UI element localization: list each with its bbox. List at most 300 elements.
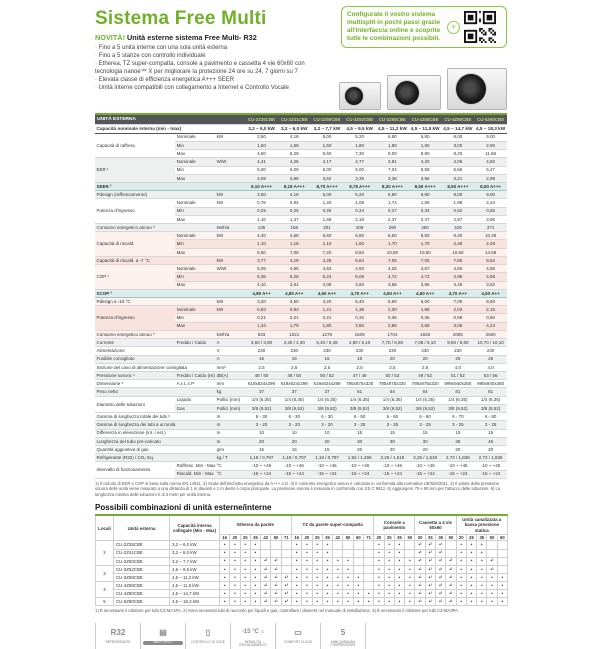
- combo-dot-cell: •: [497, 573, 507, 581]
- combo-dot-cell: •¹: [271, 598, 281, 606]
- spec-value: 10,48: [474, 232, 507, 240]
- combo-capacity: 4,5 – 11,2 kW: [170, 573, 220, 581]
- spec-value: 3 - 25: [343, 421, 376, 429]
- remote-control-icon: ▯: [205, 627, 211, 637]
- spec-value: 15: [245, 445, 278, 453]
- combo-dot-cell: •: [456, 598, 466, 606]
- spec-value: 2,98: [474, 174, 507, 182]
- spec-value: 8,20 A+++: [376, 182, 409, 190]
- spec-value: 5,00: [343, 166, 376, 174]
- combo-dot-cell: •: [343, 557, 353, 565]
- combo-dot-cell: •: [384, 581, 394, 589]
- combo-dot-cell: •: [220, 581, 230, 589]
- combo-dot-cell: [363, 581, 373, 589]
- page-content: [95, 6, 507, 649]
- spec-value: 0,21: [278, 314, 311, 322]
- spec-value: 7,05: [376, 256, 409, 264]
- combo-dot-cell: •¹: [261, 590, 271, 598]
- combo-dot-cell: [363, 549, 373, 557]
- spec-value: 0,32: [343, 314, 376, 322]
- combo-dot-cell: •: [333, 557, 343, 565]
- spec-value: 0,83: [245, 306, 278, 314]
- spec-value: 3,60: [343, 281, 376, 289]
- page-title: Sistema Free Multi: [95, 8, 267, 29]
- combo-dot-cell: •: [374, 541, 384, 549]
- combo-dot-cell: •: [302, 581, 312, 589]
- combo-dot-cell: •: [353, 598, 363, 606]
- combo-dot-cell: •: [487, 598, 497, 606]
- combo-dot-cell: •: [374, 573, 384, 581]
- spec-value: 1/4 (6,35): [409, 396, 442, 404]
- combo-dot-cell: •: [220, 565, 230, 573]
- spec-value: 37: [278, 388, 311, 396]
- spec-value: 4,18: [278, 133, 311, 141]
- spec-value: 1,09: [343, 199, 376, 207]
- combo-dot-cell: •: [292, 598, 302, 606]
- combo-dot-cell: •¹: [436, 573, 446, 581]
- combo-dot-cell: •: [374, 557, 384, 565]
- combo-dot-cell: •: [394, 541, 404, 549]
- combo-dot-cell: •: [405, 573, 415, 581]
- spec-row: [95, 347, 507, 355]
- spec-value: 3 - 25: [474, 421, 507, 429]
- combo-dot-cell: •: [384, 590, 394, 598]
- combo-dot-cell: •: [230, 590, 240, 598]
- combo-dot-cell: [487, 541, 497, 549]
- combo-dot-cell: •: [363, 598, 373, 606]
- combo-size-header: 20: [456, 534, 466, 541]
- spec-row: [95, 388, 507, 396]
- spec-value: 3/8 (9,52): [441, 404, 474, 412]
- spec-row-unit: [215, 240, 245, 248]
- spec-row-unit: A: [215, 355, 245, 363]
- combo-table-grid: [95, 514, 508, 606]
- spec-value: 20: [278, 437, 311, 445]
- combo-dot-cell: [271, 549, 281, 557]
- combo-dot-cell: •: [384, 557, 394, 565]
- spec-value: 2,5: [278, 363, 311, 371]
- spec-value: 10,60: [441, 248, 474, 256]
- spec-value: 2,25 / 1,519: [409, 454, 442, 462]
- spec-value: 37: [311, 388, 344, 396]
- combo-capacity: 4,5 – 9,5 kW: [170, 565, 220, 573]
- capacity-value: 3,2 – 7,7 kW: [311, 125, 344, 133]
- spec-value: 1,50: [311, 141, 344, 149]
- spec-value: 45: [441, 437, 474, 445]
- spec-value: 3,96: [409, 281, 442, 289]
- spec-value: 5,60: [311, 232, 344, 240]
- spec-value: -10 ~ +46: [441, 462, 474, 470]
- combo-dot-cell: [363, 565, 373, 573]
- spec-value: 8,00: [441, 133, 474, 141]
- combo-dot-cell: •: [343, 598, 353, 606]
- combo-row: [96, 573, 508, 581]
- qr-code[interactable]: [464, 11, 496, 43]
- spec-value: 1021: [278, 330, 311, 338]
- combo-title: Possibili combinazioni di unità esterne/interne: [95, 503, 272, 513]
- combo-dot-cell: •: [302, 598, 312, 606]
- spec-value: 6 - 70: [441, 413, 474, 421]
- spec-value: 9,18 A+++: [278, 182, 311, 190]
- spec-value: 230: [474, 347, 507, 355]
- combo-dot-cell: •: [312, 573, 322, 581]
- spec-value: 9,10 A+++: [245, 182, 278, 190]
- spec-row-sub: Raffresc. Min - Max: [176, 463, 216, 469]
- combo-dot-cell: •: [487, 581, 497, 589]
- spec-row-label: Gamma di lunghezza dei tubi a un'unità: [95, 421, 215, 429]
- combo-dot-cell: •¹: [261, 573, 271, 581]
- spec-value: 4,72: [409, 273, 442, 281]
- spec-value: 81: [441, 388, 474, 396]
- spec-value: 2,5: [311, 363, 344, 371]
- spec-value: 15: [376, 429, 409, 437]
- combo-model: CU-2Z35CBE: [114, 541, 170, 549]
- spec-value: 0,36: [409, 314, 442, 322]
- spec-row-label: Pressione sonora ⁴: [95, 371, 175, 379]
- spec-value: 9,50 / 9,50: [441, 339, 474, 347]
- spec-row-unit: kW: [215, 306, 245, 314]
- spec-value: 1/4 (6,35): [343, 396, 376, 404]
- combo-group-header: Unità canalizzata a bassa pressione statica: [456, 515, 507, 534]
- spec-value: 4,96: [441, 273, 474, 281]
- combo-row: [96, 598, 508, 606]
- spec-value: 1704: [376, 330, 409, 338]
- feature-item: · Elevata classe di efficienza energetica A+++ SEER: [95, 77, 333, 85]
- spec-value: 8,00: [441, 191, 474, 199]
- combo-dot-cell: [343, 549, 353, 557]
- spec-value: 3,35: [343, 174, 376, 182]
- spec-value: 16: [245, 355, 278, 363]
- combo-size-header: 60: [353, 534, 363, 541]
- badge-label: REFRIGERANTE: [105, 639, 131, 644]
- spec-value: 3/8 (9,52): [376, 404, 409, 412]
- spec-row-sub: Max: [175, 248, 215, 256]
- combo-dot-cell: •: [384, 541, 394, 549]
- spec-value: 4,80 A++: [245, 289, 278, 297]
- spec-value: 15: [311, 445, 344, 453]
- capacity-value: 4,5 – 14,7 kW: [441, 125, 474, 133]
- combo-dot-cell: •: [333, 581, 343, 589]
- combo-dot-cell: [333, 549, 343, 557]
- spec-value: 4,20: [409, 158, 442, 166]
- spec-value: 4,60: [441, 265, 474, 273]
- combo-dot-cell: •: [363, 590, 373, 598]
- spec-row: [95, 421, 507, 429]
- spec-value: 53 / 56: [474, 371, 507, 379]
- combo-dot-cell: •: [240, 598, 250, 606]
- spec-row-label: Diametro delle tubazioni: [95, 396, 175, 412]
- combo-model: CU-2Z50CBE: [114, 557, 170, 565]
- spec-row-sub: Min: [175, 166, 215, 174]
- spec-value: 1,10: [245, 215, 278, 223]
- spec-value: 5,26: [278, 273, 311, 281]
- spec-value: 64: [409, 388, 442, 396]
- spec-row-sub: Max: [175, 150, 215, 158]
- combo-dot-cell: •: [384, 598, 394, 606]
- combo-dot-cell: •¹: [446, 565, 456, 573]
- spec-value: 0,25: [245, 207, 278, 215]
- spec-value: 6 - 60: [376, 413, 409, 421]
- spec-value: 1,79: [278, 322, 311, 330]
- combo-dot-cell: •¹: [425, 598, 435, 606]
- spec-value: 1,34: [245, 322, 278, 330]
- combo-dot-cell: •: [497, 581, 507, 589]
- spec-value: 15: [441, 429, 474, 437]
- spec-value: 15: [278, 445, 311, 453]
- spec-value: 30: [409, 437, 442, 445]
- spec-value: 4,77: [343, 158, 376, 166]
- combo-dot-cell: •: [220, 541, 230, 549]
- spec-value: 25: [474, 355, 507, 363]
- spec-row-sub: Min: [175, 141, 215, 149]
- spec-value: 5,28: [278, 150, 311, 158]
- spec-row-label: Differenza in elevazione (int. / est.): [95, 429, 215, 437]
- spec-row: [95, 330, 507, 338]
- combo-dot-cell: [363, 557, 373, 565]
- combo-size-header: 20: [230, 534, 240, 541]
- badge-label: COMFORT CLOUD: [283, 639, 313, 644]
- spec-value: 1,90: [409, 141, 442, 149]
- combo-size-header: 35: [436, 534, 446, 541]
- combo-dot-cell: •: [302, 565, 312, 573]
- spec-row-unit: [215, 207, 245, 215]
- spec-row-unit: [215, 248, 245, 256]
- spec-value: 3,60 / 3,90: [245, 339, 278, 347]
- combo-dot-cell: •¹: [487, 557, 497, 565]
- spec-value: 4,25: [376, 265, 409, 273]
- spec-value: -10 ~ +46: [376, 462, 409, 470]
- combo-size-header: 16: [220, 534, 230, 541]
- spec-value: 10,70 / 10,10: [474, 339, 507, 347]
- fan-icon: [395, 81, 419, 105]
- spec-value: 795x875x320: [409, 380, 442, 388]
- combo-dot-cell: •¹: [446, 590, 456, 598]
- badge-label: ANNI GARANZIA COMPRESSORE: [330, 639, 356, 648]
- spec-value: 5,00: [311, 133, 344, 141]
- combo-size-header: 20: [302, 534, 312, 541]
- spec-row-sub: Nominale: [175, 265, 215, 273]
- combo-col-capacity: Capacità interna collegate (Min - Max): [170, 515, 220, 541]
- combo-dot-cell: •¹: [446, 573, 456, 581]
- spec-value: 7,05: [409, 256, 442, 264]
- spec-value: 3,88: [278, 174, 311, 182]
- spec-value: 30: [376, 437, 409, 445]
- combo-dot-cell: •¹: [436, 590, 446, 598]
- spec-value: 5,64: [343, 256, 376, 264]
- spec-row: [95, 265, 507, 273]
- spec-value: 3,00: [441, 141, 474, 149]
- spec-footnotes: 1) Il calcolo di EER e COP si basa sulla norma EN 14511. 2) Scala dell'etichetta energetica da A+++ a D. 3) Il consumo energetico annuo è calcolato in conformità alla normativa UE/626/2011. 4) Il valore della pressione sonora delle unità viene misurato a una distanza di 1 m davanti e 1 m dietro il corpo principale. La pressione sonora è misurata in conformità con JIS C 9612. 5) Aggiungere 70 e 95 mm per l'attacco delle tubazioni. 6) La lunghezza minima delle tubazioni è di 3 metri per unità interna.: [95, 480, 501, 497]
- spec-value: 2,37: [376, 215, 409, 223]
- combo-dot-cell: •³: [281, 581, 291, 589]
- combo-dot-cell: •³: [281, 598, 291, 606]
- spec-value: 4,70 A++: [441, 289, 474, 297]
- spec-value: 0,94: [278, 199, 311, 207]
- spec-value: 1,70: [376, 240, 409, 248]
- spec-row-unit: kg / T: [215, 454, 245, 462]
- spec-value: 20: [409, 445, 442, 453]
- spec-value: 7,00: [441, 298, 474, 306]
- spec-value: 2,25 / 1,519: [376, 454, 409, 462]
- spec-value: 3,62: [311, 174, 344, 182]
- combo-dot-cell: •: [477, 581, 487, 589]
- spec-value: 4,82: [474, 158, 507, 166]
- combo-dot-cell: •: [292, 590, 302, 598]
- spec-value: 4,18: [278, 256, 311, 264]
- combo-dot-cell: [405, 549, 415, 557]
- spec-row-unit: dB(A): [215, 371, 245, 379]
- model-header: CU-3Z52CBE: [343, 114, 376, 125]
- spec-row: [95, 339, 507, 347]
- combo-dot-cell: •: [466, 581, 476, 589]
- spec-value: 4,09: [245, 174, 278, 182]
- combo-size-header: 50: [405, 534, 415, 541]
- combo-dot-cell: [281, 541, 291, 549]
- spec-value: 4,08: [311, 281, 344, 289]
- spec-value: 3,86: [474, 215, 507, 223]
- combo-dot-cell: •: [322, 541, 332, 549]
- combo-dot-cell: •: [353, 581, 363, 589]
- spec-value: 5,60: [376, 298, 409, 306]
- combo-dot-cell: [353, 565, 363, 573]
- spec-value: 158: [278, 224, 311, 232]
- combo-model: CU-3Z68CBE: [114, 573, 170, 581]
- spec-row: [95, 437, 507, 445]
- spec-value: -10 ~ +46: [311, 462, 344, 470]
- spec-value: 10,60: [376, 248, 409, 256]
- combo-dot-cell: •: [456, 573, 466, 581]
- badge-warranty: [321, 623, 366, 649]
- combo-dot-cell: •: [466, 590, 476, 598]
- spec-row-unit: kg: [215, 388, 245, 396]
- spec-value: 1609: [343, 330, 376, 338]
- spec-row-sub: Min: [175, 240, 215, 248]
- intro-block: [95, 6, 333, 110]
- combo-dot-cell: •: [477, 565, 487, 573]
- combo-dot-cell: •: [322, 598, 332, 606]
- combo-group-header: TZ da parete super-compatta: [292, 515, 374, 534]
- spec-value: 11,58: [474, 150, 507, 158]
- combo-dot-cell: •: [333, 565, 343, 573]
- spec-row-unit: mm²: [215, 363, 245, 371]
- spec-row-unit: W/W: [215, 158, 245, 166]
- spec-value: 1,98: [441, 199, 474, 207]
- combo-dot-cell: •: [466, 573, 476, 581]
- spec-value: 4,67: [409, 265, 442, 273]
- spec-value: 619x824x299: [245, 380, 278, 388]
- spec-value: 2,03: [441, 306, 474, 314]
- combo-capacity: 3,2 – 6,0 kW: [170, 541, 220, 549]
- combo-dot-cell: •¹: [425, 590, 435, 598]
- combo-dot-cell: •: [312, 581, 322, 589]
- spec-value: 20: [311, 437, 344, 445]
- combo-dot-cell: •: [312, 598, 322, 606]
- combo-dot-cell: •: [220, 557, 230, 565]
- spec-value: 5,59: [409, 166, 442, 174]
- spec-value: 1278: [311, 330, 344, 338]
- spec-value: 4,93: [343, 265, 376, 273]
- spec-row-label: Consumo energetico annuo ³: [95, 330, 215, 338]
- promo-text: Configurate il vostro sistema multisplit in pochi passi grazie all'interfaccia online e scoprite tutte le combinazioni possibili.: [347, 11, 441, 42]
- spec-value: 3/8 (9,52): [245, 404, 278, 412]
- spec-row-sub: Nominale: [175, 199, 215, 207]
- spec-value: 0,21: [245, 314, 278, 322]
- spec-value: 230: [376, 347, 409, 355]
- spec-value: 1,50: [245, 141, 278, 149]
- combo-dot-cell: •¹: [425, 557, 435, 565]
- spec-value: 48 / 50: [245, 371, 278, 379]
- spec-row-unit: kWh/a: [215, 330, 245, 338]
- combo-size-header: 25: [425, 534, 435, 541]
- spec-value: 6,00: [409, 298, 442, 306]
- spec-value: 5,60: [245, 248, 278, 256]
- combo-dot-cell: •¹: [425, 549, 435, 557]
- combo-dot-cell: •: [302, 573, 312, 581]
- spec-value: 2,48: [474, 240, 507, 248]
- spec-value: 4,63: [311, 265, 344, 273]
- combo-dot-cell: •: [250, 598, 260, 606]
- combo-dot-cell: •¹: [425, 565, 435, 573]
- combo-dot-cell: •¹: [261, 565, 271, 573]
- combo-dot-cell: •: [312, 557, 322, 565]
- combo-capacity: 3,2 – 6,0 kW: [170, 549, 220, 557]
- spec-value: 4,30 / 4,30: [278, 339, 311, 347]
- capacity-row: [95, 125, 507, 133]
- spec-value: 5,40: [343, 298, 376, 306]
- combo-header-row: [96, 515, 508, 534]
- combo-dot-cell: •: [394, 598, 404, 606]
- spec-value: 5,08: [343, 273, 376, 281]
- spec-row: [95, 413, 507, 421]
- combo-dot-cell: •: [477, 549, 487, 557]
- spec-value: 230: [343, 347, 376, 355]
- combo-dot-cell: •: [322, 549, 332, 557]
- combo-dot-cell: •: [333, 598, 343, 606]
- spec-value: 3/8 (9,52): [343, 404, 376, 412]
- combo-dot-cell: •¹: [436, 557, 446, 565]
- combo-capacity: 4,5 – 14,7 kW: [170, 590, 220, 598]
- combo-dot-cell: •¹: [271, 565, 281, 573]
- spec-value: 230: [245, 347, 278, 355]
- footer-badges: [95, 623, 507, 649]
- combo-dot-cell: •¹: [436, 549, 446, 557]
- combo-size-header: 25: [312, 534, 322, 541]
- combo-size-header: 35: [477, 534, 487, 541]
- capacity-value: 3,2 – 6,0 kW: [245, 125, 278, 133]
- spec-value: 3,50: [278, 298, 311, 306]
- spec-value: 8,70 A+++: [311, 182, 344, 190]
- spec-value: 1,90: [376, 141, 409, 149]
- spec-value: 5,06: [245, 265, 278, 273]
- combo-dot-cell: •: [250, 581, 260, 589]
- combo-dot-cell: •: [292, 549, 302, 557]
- spec-value: 1,10: [245, 240, 278, 248]
- spec-value: 4,86: [474, 265, 507, 273]
- spec-value: 15: [409, 429, 442, 437]
- badge-comfort-cloud: [276, 623, 321, 649]
- spec-value: 0,36: [376, 314, 409, 322]
- spec-value: 2,34: [474, 199, 507, 207]
- subtitle-text: Unità esterne sistema Free Multi- R32: [127, 33, 257, 42]
- combo-capacity: 4,5 – 18,3 kW: [170, 598, 220, 606]
- r32-refrigerant-icon: R32: [110, 627, 126, 637]
- spec-value: 6,00: [245, 166, 278, 174]
- combo-dot-cell: •: [456, 549, 466, 557]
- spec-value: 4,18: [278, 191, 311, 199]
- combo-row: [96, 565, 508, 573]
- combo-dot-cell: •: [374, 590, 384, 598]
- spec-value: 6,08: [278, 166, 311, 174]
